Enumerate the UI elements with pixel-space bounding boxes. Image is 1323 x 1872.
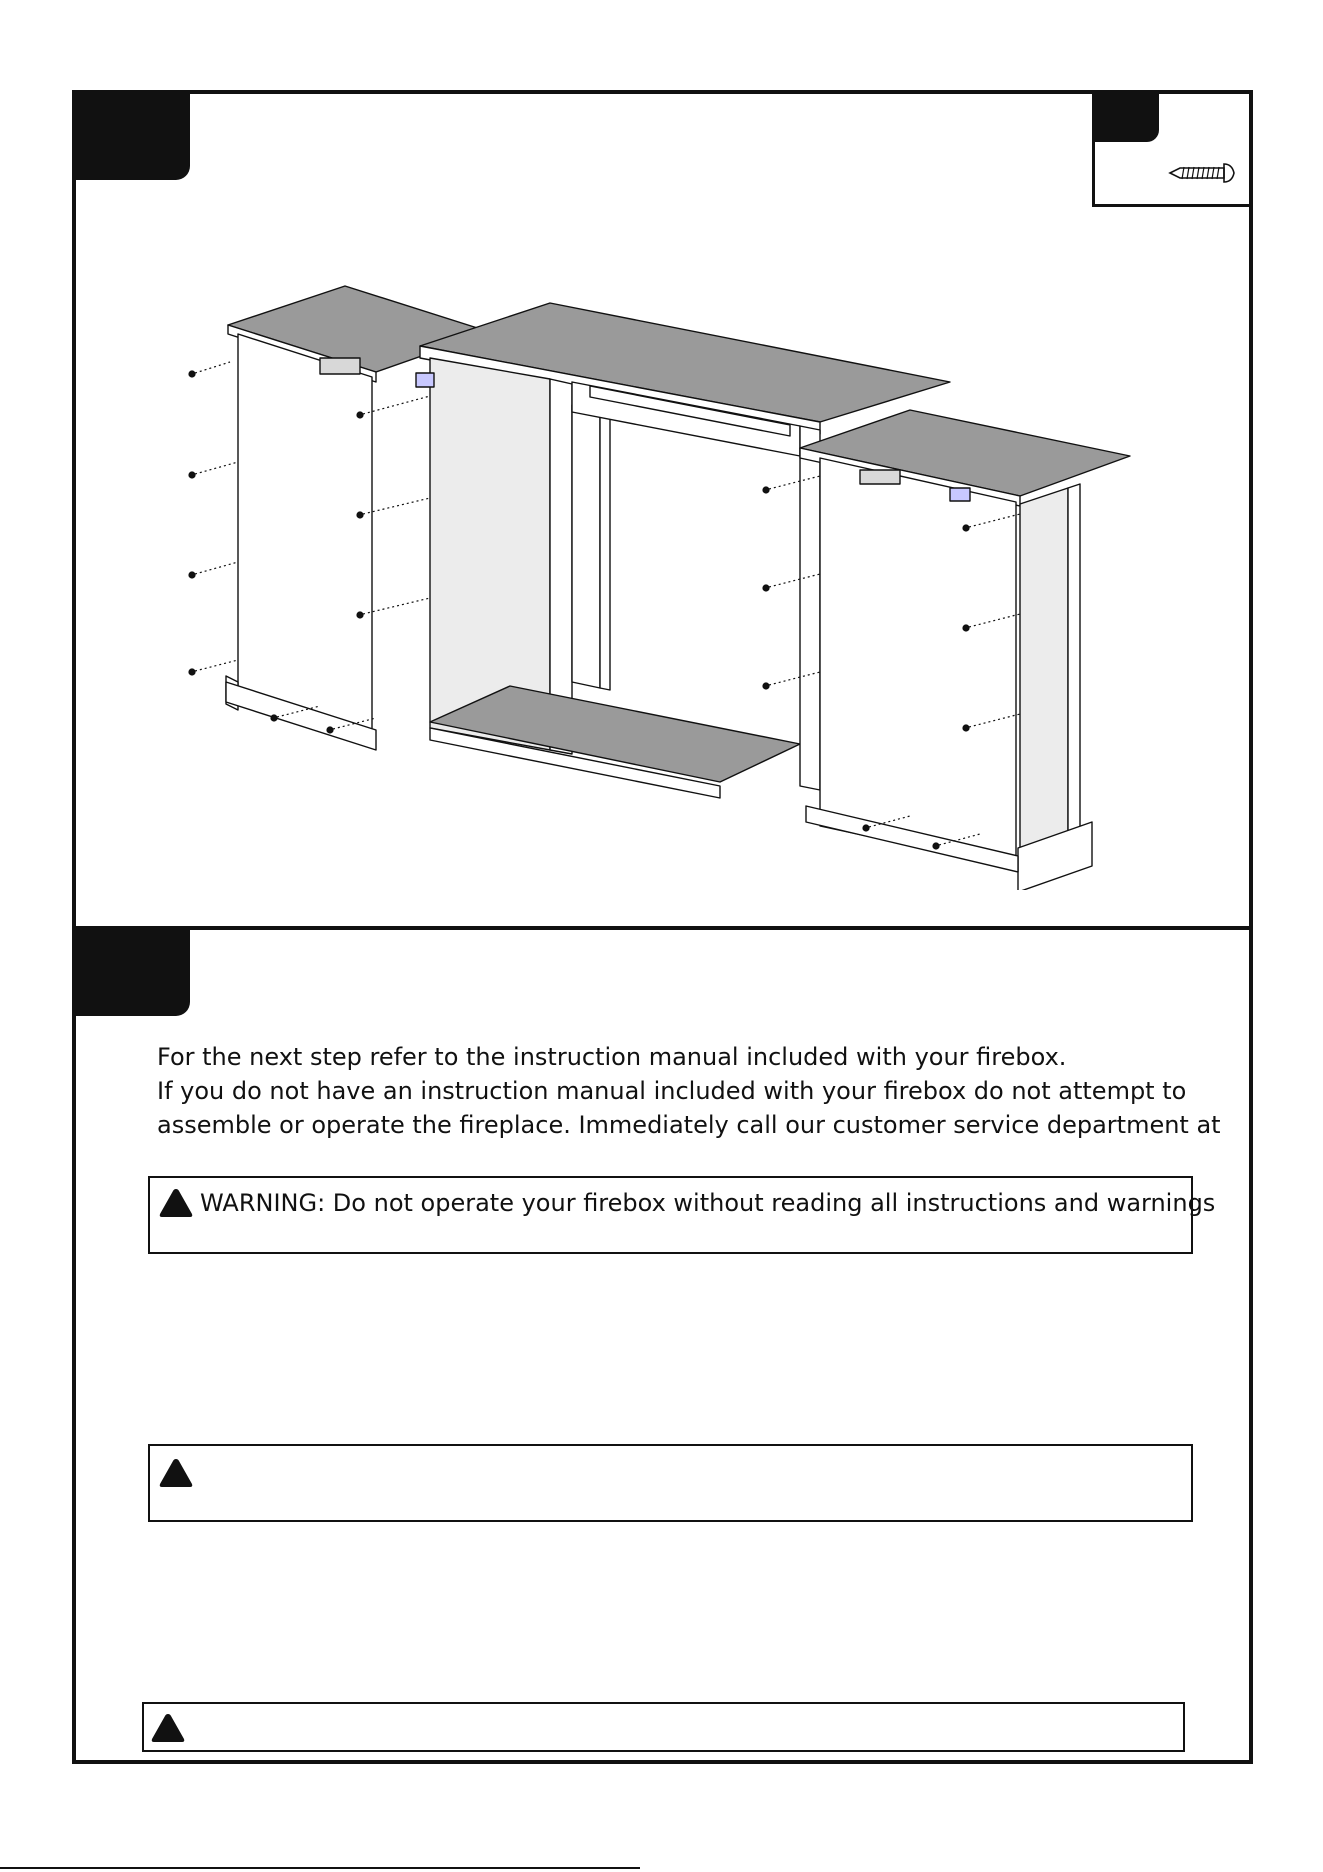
warning-box-3: [142, 1702, 1185, 1752]
step-number-tab-2: [76, 930, 190, 1016]
assembly-illustration: [180, 270, 1160, 890]
instruction-line-3: assemble or operate the fireplace. Immediately call our customer service department at: [157, 1111, 1221, 1139]
screw-mark: [189, 562, 238, 578]
instruction-line-1: For the next step refer to the instruction manual included with your firebox.: [157, 1043, 1067, 1071]
right-cabinet-side: [1020, 488, 1068, 868]
screw-icon: [1168, 158, 1240, 188]
screw-mark: [189, 462, 238, 478]
instruction-line-2: If you do not have an instruction manual included with your firebox do not attempt to: [157, 1077, 1187, 1105]
warning-triangle-icon: [158, 1457, 194, 1489]
footer-rule: [0, 1867, 640, 1869]
warning-triangle-icon: [150, 1712, 186, 1744]
warning-triangle-icon: [158, 1187, 194, 1219]
screw-mark: [189, 362, 230, 377]
warning-box-2: [148, 1444, 1193, 1522]
warning-box-1: [148, 1176, 1216, 1254]
instruction-text: [157, 1040, 1221, 1142]
left-cabinet-side: [238, 334, 372, 740]
hardware-id-tab: [1095, 94, 1159, 142]
step-divider: [72, 926, 1253, 930]
warning-text-1: WARNING: Do not operate your firebox without reading all instructions and warnings: [200, 1189, 1216, 1217]
step-number-tab-1: [76, 94, 190, 180]
screw-mark: [189, 660, 238, 675]
